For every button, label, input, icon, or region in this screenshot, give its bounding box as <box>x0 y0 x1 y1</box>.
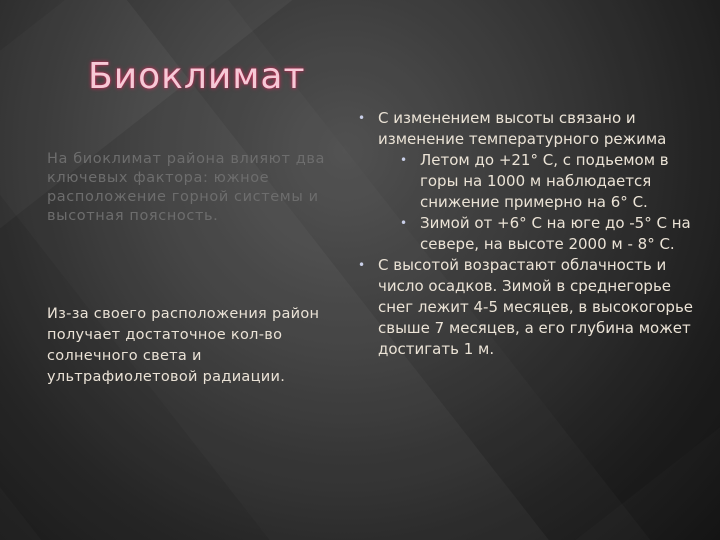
sub-bullet-text: Летом до +21° С, с подьемом в горы на 1000 м наблюдается снижение примерно на 6° С. <box>420 151 669 211</box>
slide-title: Биоклимат <box>88 56 306 97</box>
bullet-text: С высотой возрастают облачность и число осадков. Зимой в среднегорье снег лежит 4-5 месяцев, в высокогорье свыше 7 месяцев, а его глубина может достигать 1 м. <box>378 256 694 358</box>
right-bullet-list <box>356 108 706 360</box>
list-item <box>356 108 706 255</box>
bullet-text: С изменением высоты связано и изменение температурного режима <box>378 109 667 148</box>
bullet-icon: • <box>400 216 408 230</box>
list-item <box>400 213 706 255</box>
bullet-icon: • <box>358 258 366 272</box>
list-item <box>400 150 706 213</box>
list-item <box>356 255 706 360</box>
left-paragraph-factors: На биоклимат района влияют два ключевых фактора: южное расположение горной системы и высотная поясность. <box>47 151 326 224</box>
bullet-icon: • <box>400 153 408 167</box>
left-paragraph-sunlight: Из-за своего расположения район получает достаточное кол-во солнечного света и ультрафиолетовой радиации. <box>47 306 320 385</box>
bullet-icon: • <box>358 111 366 125</box>
sub-bullet-text: Зимой от +6° С на юге до -5° С на севере, на высоте 2000 м - 8° С. <box>420 214 691 253</box>
sub-bullet-list <box>378 150 706 255</box>
